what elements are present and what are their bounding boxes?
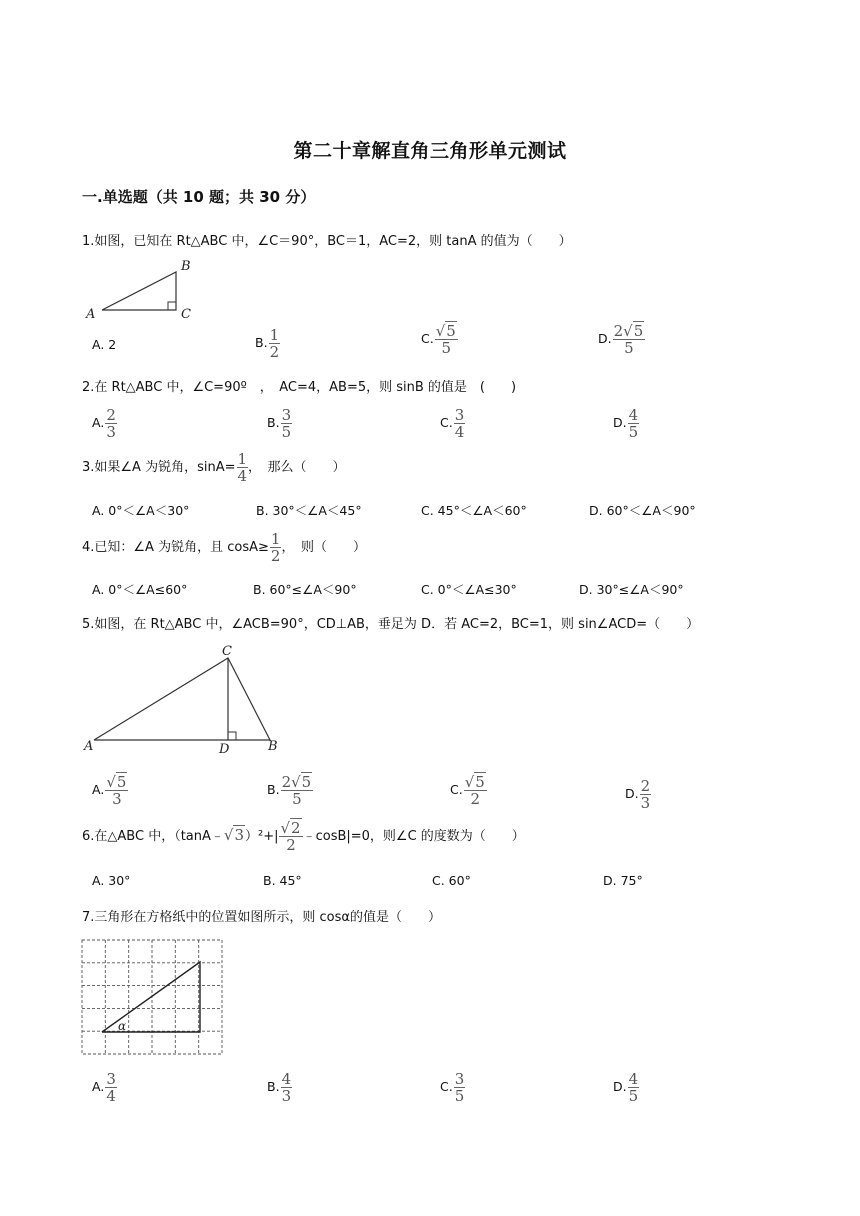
section-heading: 一.单选题（共 10 题；共 30 分） [82, 188, 316, 206]
q2-option-c[interactable]: C. $\frac{3}{4}$ [440, 406, 465, 441]
q5-triangle-figure [82, 644, 292, 756]
q4-option-b[interactable]: B. 60°≤∠A＜90° [253, 582, 357, 597]
q4-option-d[interactable]: D. 30°≤∠A＜90° [579, 582, 684, 597]
page-title: 第二十章解直角三角形单元测试 [293, 140, 567, 162]
question-3-stem: 3.如果∠A 为锐角，sinA= $\frac{1}{4}$ ， 那么（ ） [82, 450, 346, 485]
question-6-stem: 6.在△ABC 中，（tanA﹣√3）²+| $\frac{√2}{2}$ ﹣cosB|=0，则∠C 的度数为（ ） [82, 819, 525, 854]
q5-option-b[interactable]: B. $\frac{2√5}{5}$ [267, 773, 312, 808]
q5-option-d[interactable]: D. $\frac{2}{3}$ [625, 777, 651, 812]
q3-option-a[interactable]: A. 0°＜∠A＜30° [92, 503, 190, 518]
q1-option-a[interactable]: A. 2 [92, 337, 117, 352]
question-1-stem: 1.如图，已知在 Rt△ABC 中，∠C＝90°，BC＝1，AC=2，则 tanA 的值为（ ） [82, 234, 572, 249]
q6-option-a[interactable]: A. 30° [92, 873, 131, 888]
q5-label-c: C [222, 644, 232, 659]
q6-option-b[interactable]: B. 45° [263, 873, 302, 888]
q7-option-c[interactable]: C. $\frac{3}{5}$ [440, 1070, 465, 1105]
q7-option-a[interactable]: A. $\frac{3}{4}$ [92, 1070, 116, 1105]
q3-option-d[interactable]: D. 60°＜∠A＜90° [589, 503, 696, 518]
q1-triangle-figure [84, 254, 204, 324]
q1-option-c[interactable]: C. $\frac{√5}{5}$ [421, 322, 456, 357]
q6-option-d[interactable]: D. 75° [603, 873, 643, 888]
q4-option-a[interactable]: A. 0°＜∠A≤60° [92, 582, 188, 597]
q7-angle-label: α [118, 1019, 127, 1033]
q5-label-d: D [219, 742, 230, 756]
q5-label-a: A [84, 739, 94, 754]
q1-label-a: A [86, 307, 96, 322]
question-5-stem: 5.如图，在 Rt△ABC 中，∠ACB=90°，CD⊥AB，垂足为 D．若 AC=2，BC=1，则 sin∠ACD=（ ） [82, 617, 700, 632]
q3-option-b[interactable]: B. 30°＜∠A＜45° [256, 503, 362, 518]
q2-option-a[interactable]: A. $\frac{2}{3}$ [92, 406, 116, 441]
q5-option-c[interactable]: C. $\frac{√5}{2}$ [450, 773, 485, 808]
q6-option-c[interactable]: C. 60° [432, 873, 471, 888]
q3-option-c[interactable]: C. 45°＜∠A＜60° [421, 503, 527, 518]
q1-option-b[interactable]: B. $\frac{1}{2}$ [255, 326, 280, 361]
question-4-stem: 4.已知：∠A 为锐角，且 cosA≥ $\frac{1}{2}$ ， 则（ ） [82, 530, 366, 565]
q4-option-c[interactable]: C. 0°＜∠A≤30° [421, 582, 517, 597]
q2-option-d[interactable]: D. $\frac{4}{5}$ [613, 406, 639, 441]
question-2-stem: 2.在 Rt△ABC 中，∠C=90º ， AC=4，AB=5，则 sinB 的值是 ( ) [82, 380, 517, 395]
q1-label-b: B [181, 259, 191, 274]
q5-label-b: B [268, 739, 278, 754]
q7-option-b[interactable]: B. $\frac{4}{3}$ [267, 1070, 292, 1105]
question-7-stem: 7.三角形在方格纸中的位置如图所示，则 cosα的值是（ ） [82, 910, 441, 925]
q1-label-c: C [181, 307, 191, 322]
q2-option-b[interactable]: B. $\frac{3}{5}$ [267, 406, 292, 441]
q7-option-d[interactable]: D. $\frac{4}{5}$ [613, 1070, 639, 1105]
q1-option-d[interactable]: D. $\frac{2√5}{5}$ [598, 322, 644, 357]
q7-grid-figure [80, 938, 226, 1058]
q5-option-a[interactable]: A. $\frac{√5}{3}$ [92, 773, 127, 808]
